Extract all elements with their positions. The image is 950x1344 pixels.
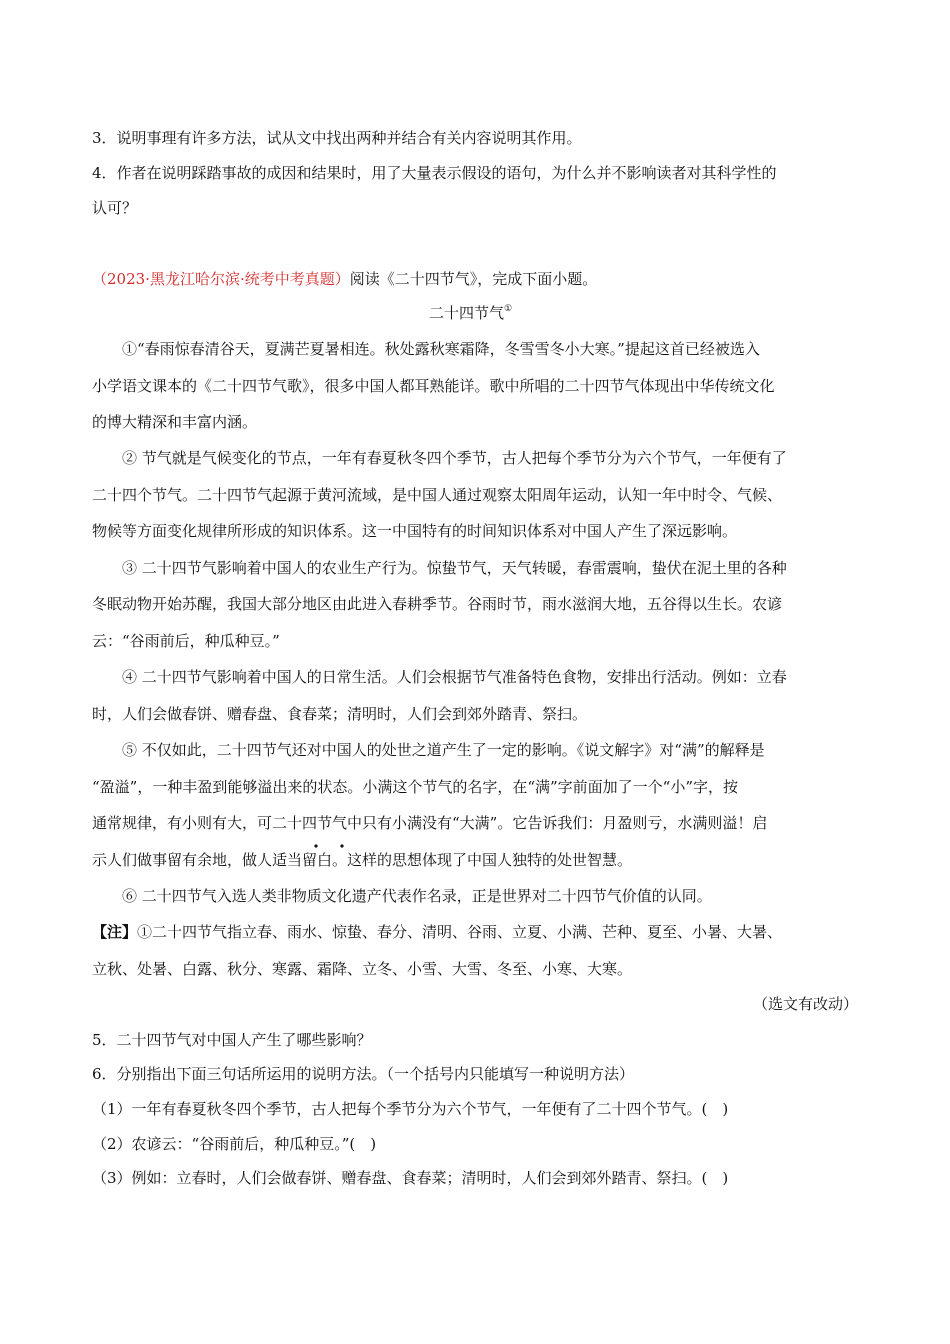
passage-title-text: 二十四节气 <box>429 304 505 322</box>
emphasis-dot <box>340 844 343 847</box>
paragraph-3-line-2: 冬眠动物开始苏醒，我国大部分地区由此进入春耕季节。谷雨时节，雨水滋润大地，五谷得以生长。农谚 <box>92 595 783 613</box>
paragraph-5-line-4: 示人们做事留有余地，做人适当留白。这样的思想体现了中国人独特的处世智慧。 <box>92 851 633 869</box>
passage-title <box>429 303 512 323</box>
paragraph-1-line-1: ①“春雨惊春清谷天，夏满芒夏暑相连。秋处露秋寒霜降，冬雪雪冬小大寒。”提起这首已经被选入 <box>122 340 760 358</box>
note-label: 【注】 <box>92 923 138 941</box>
source-tag: （2023·黑龙江哈尔滨·统考中考真题） <box>92 270 350 288</box>
source-line <box>92 269 597 289</box>
paragraph-3-line-3: 云：“谷雨前后，种瓜种豆。” <box>92 632 280 650</box>
question-3: 3．说明事理有许多方法，试从文中找出两种并结合有关内容说明其作用。 <box>92 129 582 147</box>
paragraph-2-line-3: 物候等方面变化规律所形成的知识体系。这一中国特有的时间知识体系对中国人产生了深远影响。 <box>92 522 738 540</box>
note-text-1: ①二十四节气指立春、雨水、惊蛰、春分、清明、谷雨、立夏、小满、芒种、夏至、小暑、大暑、 <box>137 923 783 941</box>
source-instruction: 阅读《二十四节气》，完成下面小题。 <box>349 270 598 288</box>
passage-title-footnote-mark: ① <box>504 304 513 314</box>
paragraph-1-line-3: 的博大精深和丰富内涵。 <box>92 413 258 431</box>
question-4-line-2: 认可？ <box>92 199 138 217</box>
question-6-item-2: （2）农谚云：“谷雨前后，种瓜种豆。”( ) <box>92 1135 377 1153</box>
paragraph-6: ⑥ 二十四节气入选人类非物质文化遗产代表作名录，正是世界对二十四节气价值的认同。 <box>122 887 712 905</box>
adapted-notice: （选文有改动） <box>752 995 858 1013</box>
question-5: 5．二十四节气对中国人产生了哪些影响？ <box>92 1031 372 1049</box>
question-6-item-1: （1）一年有春夏秋冬四个季节，古人把每个季节分为六个节气，一年便有了二十四个节气。( ) <box>92 1100 729 1118</box>
note-line-2: 立秋、处暑、白露、秋分、寒露、霜降、立冬、小雪、大雪、冬至、小寒、大寒。 <box>92 960 633 978</box>
paragraph-5-line-3: 通常规律，有小则有大，可二十四节气中只有小满没有“大满”。它告诉我们：月盈则亏，水满则溢！启 <box>92 814 768 832</box>
paragraph-4-line-1: ④ 二十四节气影响着中国人的日常生活。人们会根据节气准备特色食物，安排出行活动。例如：立春 <box>122 668 787 686</box>
paragraph-5-line-1: ⑤ 不仅如此，二十四节气还对中国人的处世之道产生了一定的影响。《说文解字》对“满”的解释是 <box>122 741 765 759</box>
note-line-1 <box>92 922 782 942</box>
question-6-item-3: （3）例如：立春时，人们会做春饼、赠春盘、食春菜；清明时，人们会到郊外踏青、祭扫。( ) <box>92 1169 729 1187</box>
question-6: 6．分别指出下面三句话所运用的说明方法。（一个括号内只能填写一种说明方法） <box>92 1065 635 1083</box>
paragraph-2-line-1: ② 节气就是气候变化的节点，一年有春夏秋冬四个季节，古人把每个季节分为六个节气，一年便有了 <box>122 449 787 467</box>
paragraph-5-line-2: “盈溢”，一种丰盈到能够溢出来的状态。小满这个节气的名字，在“满”字前面加了一个“小”字，按 <box>92 778 739 796</box>
paragraph-2-line-2: 二十四个节气。二十四节气起源于黄河流域，是中国人通过观察太阳周年运动，认知一年中时令、气候、 <box>92 486 783 504</box>
paragraph-4-line-2: 时，人们会做春饼、赠春盘、食春菜；清明时，人们会到郊外踏青、祭扫。 <box>92 705 588 723</box>
paragraph-1-line-2: 小学语文课本的《二十四节气歌》，很多中国人都耳熟能详。歌中所唱的二十四节气体现出中华传统文化 <box>92 377 775 395</box>
emphasis-dot <box>314 844 317 847</box>
paragraph-3-line-1: ③ 二十四节气影响着中国人的农业生产行为。惊蛰节气，天气转暖，春雷震响，蛰伏在泥土里的各种 <box>122 559 787 577</box>
question-4-line-1: 4．作者在说明踩踏事故的成因和结果时，用了大量表示假设的语句，为什么并不影响读者对其科学性的 <box>92 164 777 182</box>
